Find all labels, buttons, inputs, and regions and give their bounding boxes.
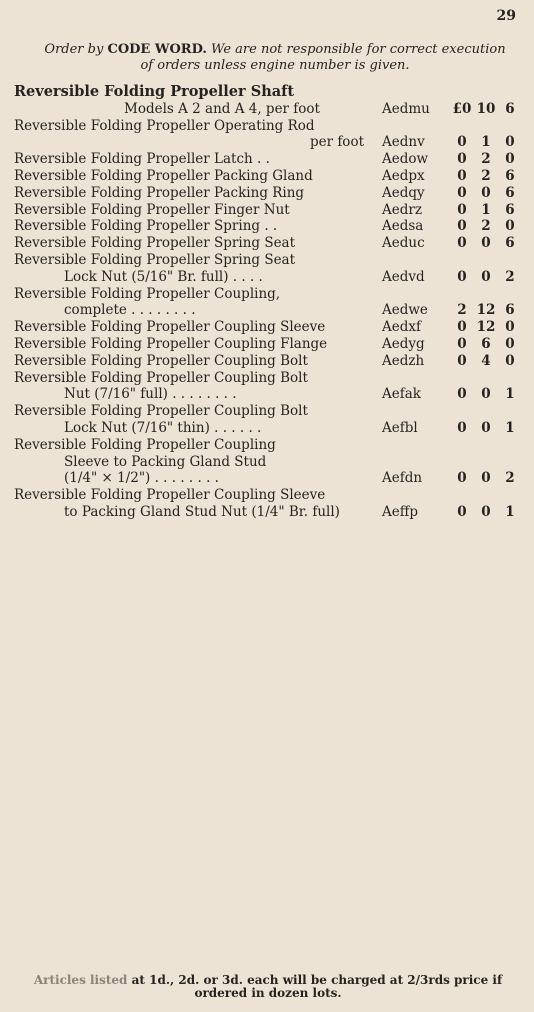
intro-note [40,42,510,74]
price-pounds: 0 [457,503,467,520]
price-pence [498,454,522,471]
price-pence [498,370,522,387]
footer-note [8,974,528,1000]
code-word [378,286,450,303]
item-description: Reversible Folding Propeller Coupling, [14,285,281,302]
price-pounds: 0 [457,167,467,184]
price-shillings [474,370,498,387]
item-description: to Packing Gland Stud Nut (1/4" Br. full) [64,503,340,520]
code-word: Aedzh [382,352,425,369]
price-shillings: 10 [476,100,496,117]
table-row [14,454,522,471]
item-description: (1/4" × 1/2") . . . . . . . . [64,470,219,487]
price-shillings: 6 [481,335,491,352]
price-pounds: 0 [457,235,467,252]
price-pence: 6 [505,235,515,252]
table-row [14,101,522,118]
code-word [378,437,450,454]
price-pence: 6 [505,184,515,201]
item-description: Reversible Folding Propeller Finger Nut [14,201,290,218]
price-pounds [450,370,474,387]
table-row [14,504,522,521]
price-pounds: 0 [457,201,467,218]
price-pounds: 2 [457,302,467,319]
price-pence: 0 [505,218,515,235]
table-row [14,151,522,168]
price-pence: 6 [505,302,515,319]
item-description: Reversible Folding Propeller Coupling Sleeve [14,319,326,336]
price-shillings [474,403,498,420]
price-shillings [474,118,498,135]
price-pounds: 0 [457,134,467,151]
price-pence: 1 [505,386,515,403]
price-pence: 2 [505,268,515,285]
price-shillings: 0 [481,419,491,436]
code-word [378,403,450,420]
price-pounds: 0 [457,319,467,336]
table-row [14,302,522,319]
item-description: Reversible Folding Propeller Coupling Flange [14,335,328,352]
code-word: Aedrz [382,201,422,218]
code-word: Aeffp [382,503,418,520]
price-shillings: 0 [481,268,491,285]
table-row [14,319,522,336]
item-description: Reversible Folding Propeller Packing Gland [14,167,313,184]
table-row [14,470,522,487]
item-description: Reversible Folding Propeller Packing Ring [14,184,305,201]
price-shillings: 12 [476,319,496,336]
price-pence: 0 [505,151,515,168]
item-description: Reversible Folding Propeller Spring . . [14,218,278,235]
item-description: Reversible Folding Propeller Coupling Bolt [14,403,308,420]
price-pence [498,118,522,135]
price-pounds [450,487,474,504]
code-word [378,487,450,504]
table-row [14,437,522,454]
table-row [14,269,522,286]
table-row [14,487,522,504]
code-word: Aedyg [382,335,425,352]
price-pounds: 0 [457,218,467,235]
price-shillings [474,437,498,454]
price-shillings: 0 [481,503,491,520]
table-row [14,185,522,202]
code-word: Aedpx [382,167,425,184]
item-description: Lock Nut (7/16" thin) . . . . . . [64,419,262,436]
list-heading [14,84,522,101]
price-shillings [474,487,498,504]
code-word: Aefak [382,386,421,403]
price-pence: 6 [505,201,515,218]
item-description: Reversible Folding Propeller Coupling Sleeve [14,487,326,504]
price-pence [498,487,522,504]
price-shillings: 2 [481,218,491,235]
item-description: Models A 2 and A 4, per foot [124,100,320,117]
table-row [14,134,522,151]
item-description: Nut (7/16" full) . . . . . . . . [64,386,237,403]
item-description: Reversible Folding Propeller Coupling Bolt [14,369,308,386]
price-list [14,84,522,521]
intro-code-word: CODE WORD. [107,42,207,57]
intro-rest: We are not responsible for correct execution of orders unless engine number is given. [140,42,506,73]
price-pounds: 0 [457,386,467,403]
code-word [378,252,450,269]
code-word: Aedow [382,151,429,168]
price-pounds [450,403,474,420]
code-word [378,370,450,387]
price-shillings: 4 [481,352,491,369]
price-shillings: 0 [481,470,491,487]
code-word: Aedqy [382,184,425,201]
item-description: complete . . . . . . . . [64,302,196,319]
code-word [378,118,450,135]
price-shillings: 12 [476,302,496,319]
item-description: Reversible Folding Propeller Latch . . [14,151,270,168]
table-row [14,252,522,269]
table-row [14,403,522,420]
table-row [14,353,522,370]
code-word: Aedxf [382,319,421,336]
price-shillings: 0 [481,235,491,252]
price-pence [498,403,522,420]
table-row [14,370,522,387]
item-description: Reversible Folding Propeller Coupling Bolt [14,352,308,369]
table-row [14,235,522,252]
table-row [14,286,522,303]
code-word: Aednv [382,134,425,151]
price-pounds [450,252,474,269]
price-shillings [474,286,498,303]
price-shillings: 0 [481,386,491,403]
price-pence: 0 [505,134,515,151]
price-pence [498,437,522,454]
price-pence: 1 [505,503,515,520]
table-row [14,118,522,135]
heading-text: Reversible Folding Propeller Shaft [14,84,295,100]
item-description: Reversible Folding Propeller Spring Seat [14,235,296,252]
price-pounds [450,454,474,471]
code-word: Aedsa [382,218,424,235]
price-pounds: 0 [457,419,467,436]
price-pence [498,286,522,303]
price-pounds: 0 [457,352,467,369]
price-pence: 0 [505,319,515,336]
code-word: Aefbl [382,419,418,436]
price-pence: 1 [505,419,515,436]
price-pounds [450,118,474,135]
price-shillings: 1 [481,201,491,218]
table-row [14,386,522,403]
code-word [378,454,450,471]
footer-faint: Articles listed [33,973,128,987]
code-word: Aedvd [382,268,425,285]
price-pence: 6 [505,167,515,184]
item-description: per foot [309,134,364,151]
item-description: Reversible Folding Propeller Spring Seat [14,251,296,268]
price-shillings [474,252,498,269]
price-pence: 0 [505,335,515,352]
price-pounds: £0 [452,100,472,117]
price-pence [498,252,522,269]
price-pence: 6 [505,100,515,117]
table-row [14,420,522,437]
code-word: Aefdn [382,470,423,487]
item-description: Sleeve to Packing Gland Stud [64,453,267,470]
item-description: Reversible Folding Propeller Coupling [14,436,276,453]
price-pounds [450,286,474,303]
code-word: Aedwe [382,302,428,319]
code-word: Aeduc [382,235,425,252]
footer-text: at 1d., 2d. or 3d. each will be charged at 2/3rds price if ordered in dozen lots. [127,973,503,1000]
price-pounds [450,437,474,454]
item-description: Lock Nut (5/16" Br. full) . . . . [64,268,263,285]
price-pounds: 0 [457,470,467,487]
code-word: Aedmu [382,100,430,117]
price-pounds: 0 [457,184,467,201]
price-shillings: 1 [481,134,491,151]
price-pounds: 0 [457,335,467,352]
price-pence: 2 [505,470,515,487]
price-pounds: 0 [457,268,467,285]
price-shillings: 0 [481,184,491,201]
price-pounds: 0 [457,151,467,168]
item-description: Reversible Folding Propeller Operating Rod [14,117,315,134]
price-shillings: 2 [481,167,491,184]
price-pence: 0 [505,352,515,369]
table-row [14,336,522,353]
table-row [14,168,522,185]
table-row [14,202,522,219]
page-number: 29 [496,8,516,24]
table-row [14,218,522,235]
intro-prefix: Order by [44,42,108,57]
price-shillings [474,454,498,471]
price-shillings: 2 [481,151,491,168]
